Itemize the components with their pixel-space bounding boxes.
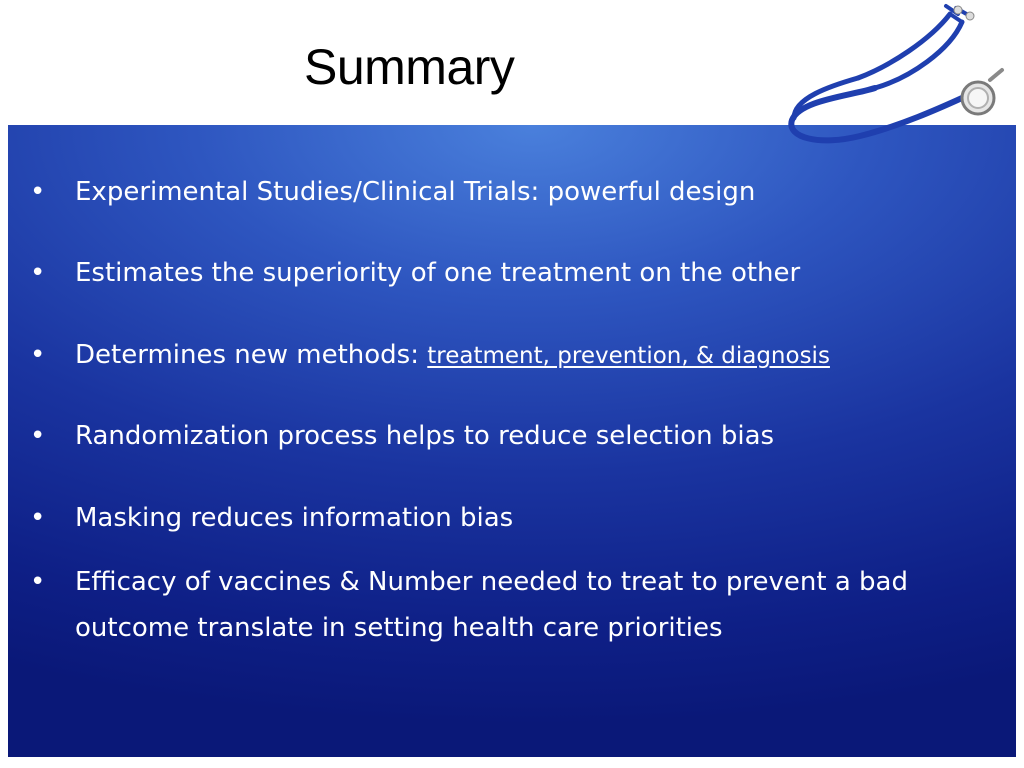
bullet-icon: •	[30, 567, 46, 597]
bullet-text	[75, 332, 1005, 379]
bullet-icon: •	[30, 340, 46, 370]
content-panel	[8, 125, 1016, 757]
stethoscope-icon	[780, 0, 1024, 150]
bullet-text: Masking reduces information bias	[75, 503, 514, 533]
bullet-icon: •	[30, 421, 46, 451]
bullet-text: Efficacy of vaccines & Number needed to treat to prevent a bad outcome translate in setting health care priorities	[75, 567, 908, 643]
bullet-icon: •	[30, 258, 46, 288]
bullet-icon: •	[30, 177, 46, 207]
methods-link[interactable]: treatment, prevention, & diagnosis	[427, 343, 830, 369]
bullet-text: Experimental Studies/Clinical Trials: powerful design	[75, 177, 756, 207]
bullet-text: Estimates the superiority of one treatment on the other	[75, 258, 801, 288]
bullet-icon: •	[30, 503, 46, 533]
slide-title: Summary	[304, 39, 515, 95]
bullet-text-prefix: Determines new methods:	[75, 340, 428, 370]
bullet-text: Randomization process helps to reduce selection bias	[75, 421, 775, 451]
